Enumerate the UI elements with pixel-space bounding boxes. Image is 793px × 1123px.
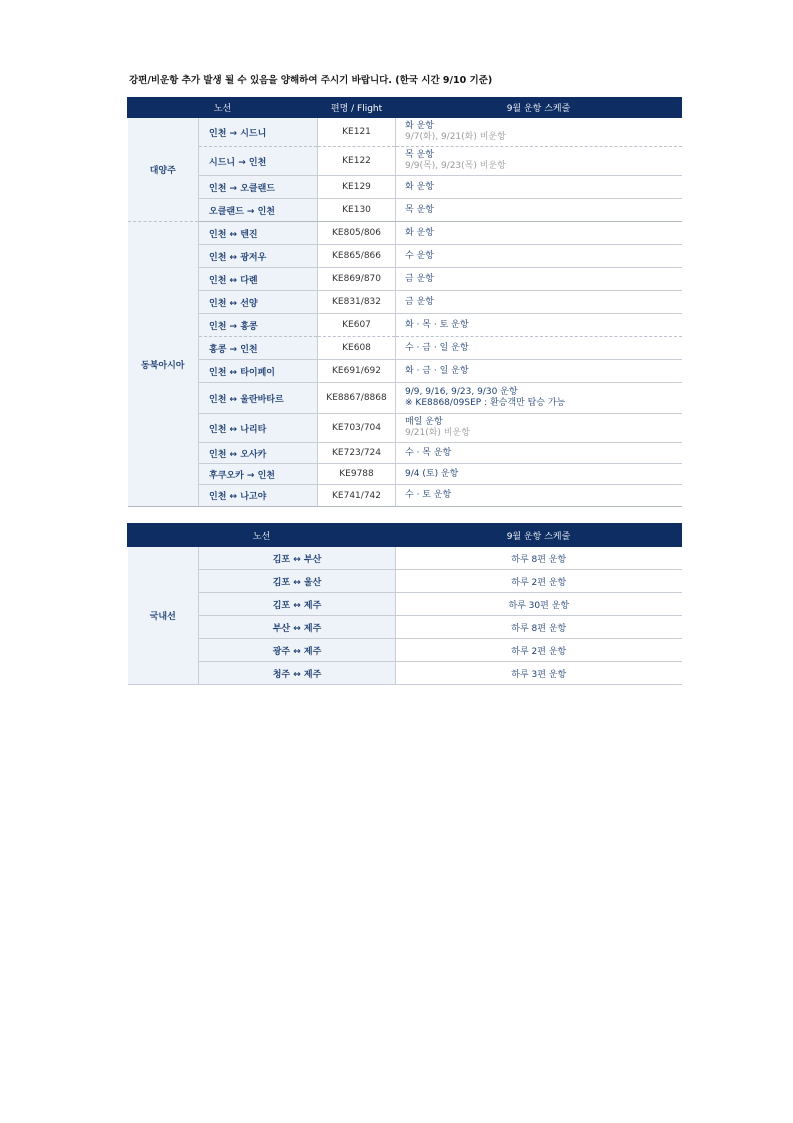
table-row bbox=[128, 176, 682, 199]
header-schedule: 9월 운항 스케줄 bbox=[396, 98, 682, 118]
route-cell: 김포 ↔ 울산 bbox=[199, 570, 396, 593]
route-cell: 인천 ↔ 광저우 bbox=[199, 245, 318, 268]
schedule-cell bbox=[396, 118, 682, 147]
table-row bbox=[128, 360, 682, 383]
schedule-note: ※ KE8868/09SEP : 환승객만 탑승 가능 bbox=[405, 398, 566, 408]
schedule-cell: 하루 8편 운항 bbox=[396, 547, 682, 570]
schedule-note: 9/7(화), 9/21(화) 비운항 bbox=[405, 132, 506, 142]
flight-cell: KE869/870 bbox=[318, 268, 396, 291]
flight-cell: KE805/806 bbox=[318, 222, 396, 245]
route-cell: 김포 ↔ 부산 bbox=[199, 547, 396, 570]
table-row bbox=[128, 314, 682, 337]
schedule-text: 9/9, 9/16, 9/23, 9/30 운항 bbox=[405, 387, 518, 398]
schedule-cell: 하루 30편 운항 bbox=[396, 593, 682, 616]
flight-cell: KE129 bbox=[318, 176, 396, 199]
route-cell: 인천 ↔ 타이페이 bbox=[199, 360, 318, 383]
region-northeast-asia: 동북아시아 bbox=[128, 222, 199, 507]
schedule-text: 매일 운항 bbox=[405, 417, 443, 428]
table-row bbox=[128, 639, 682, 662]
schedule-text: 목 운항 bbox=[405, 150, 434, 161]
route-cell: 인천 ↔ 오사카 bbox=[199, 443, 318, 464]
route-cell: 인천 → 홍콩 bbox=[199, 314, 318, 337]
table-row bbox=[128, 199, 682, 222]
notice-text: 강편/비운항 추가 발생 될 수 있음을 양해하여 주시기 바랍니다. (한국 시간 9/10 기준) bbox=[129, 75, 493, 86]
route-cell: 시드니 → 인천 bbox=[199, 147, 318, 176]
route-cell: 부산 ↔ 제주 bbox=[199, 616, 396, 639]
domestic-schedule-table bbox=[127, 523, 682, 685]
region-oceania: 대양주 bbox=[128, 118, 199, 222]
header-route: 노선 bbox=[128, 98, 318, 118]
schedule-cell: 화 · 금 · 일 운항 bbox=[396, 360, 682, 383]
schedule-cell: 하루 2편 운항 bbox=[396, 570, 682, 593]
flight-cell: KE831/832 bbox=[318, 291, 396, 314]
table-row bbox=[128, 245, 682, 268]
table-header-row bbox=[128, 524, 682, 547]
flight-cell: KE741/742 bbox=[318, 485, 396, 507]
route-cell: 홍콩 → 인천 bbox=[199, 337, 318, 360]
flight-cell: KE8867/8868 bbox=[318, 383, 396, 414]
route-cell: 청주 ↔ 제주 bbox=[199, 662, 396, 685]
schedule-cell bbox=[396, 414, 682, 443]
route-cell: 인천 ↔ 텐진 bbox=[199, 222, 318, 245]
header-schedule: 9월 운항 스케줄 bbox=[396, 524, 682, 547]
schedule-cell: 수 운항 bbox=[396, 245, 682, 268]
flight-cell: KE691/692 bbox=[318, 360, 396, 383]
table-row bbox=[128, 593, 682, 616]
schedule-cell: 하루 3편 운항 bbox=[396, 662, 682, 685]
route-cell: 인천 ↔ 나리타 bbox=[199, 414, 318, 443]
table-row bbox=[128, 485, 682, 507]
table-row bbox=[128, 222, 682, 245]
schedule-cell: 화 · 목 · 토 운항 bbox=[396, 314, 682, 337]
route-cell: 인천 ↔ 울란바타르 bbox=[199, 383, 318, 414]
flight-cell: KE608 bbox=[318, 337, 396, 360]
route-cell: 인천 ↔ 나고야 bbox=[199, 485, 318, 507]
schedule-cell bbox=[396, 383, 682, 414]
flight-cell: KE121 bbox=[318, 118, 396, 147]
route-cell: 인천 ↔ 선양 bbox=[199, 291, 318, 314]
table-row bbox=[128, 414, 682, 443]
table-row bbox=[128, 662, 682, 685]
table-row bbox=[128, 337, 682, 360]
schedule-text: 화 운항 bbox=[405, 121, 434, 132]
flight-cell: KE9788 bbox=[318, 464, 396, 485]
route-cell: 인천 → 시드니 bbox=[199, 118, 318, 147]
table-row bbox=[128, 464, 682, 485]
table-row bbox=[128, 268, 682, 291]
schedule-cell bbox=[396, 147, 682, 176]
route-cell: 김포 ↔ 제주 bbox=[199, 593, 396, 616]
schedule-cell: 하루 8편 운항 bbox=[396, 616, 682, 639]
table-row bbox=[128, 570, 682, 593]
table-row bbox=[128, 147, 682, 176]
schedule-cell: 수 · 금 · 일 운항 bbox=[396, 337, 682, 360]
international-schedule-table bbox=[127, 97, 682, 507]
schedule-cell: 화 운항 bbox=[396, 176, 682, 199]
flight-cell: KE607 bbox=[318, 314, 396, 337]
flight-cell: KE865/866 bbox=[318, 245, 396, 268]
route-cell: 인천 ↔ 다롄 bbox=[199, 268, 318, 291]
flight-cell: KE723/724 bbox=[318, 443, 396, 464]
table-row bbox=[128, 383, 682, 414]
schedule-cell: 화 운항 bbox=[396, 222, 682, 245]
table-row bbox=[128, 547, 682, 570]
header-flight: 편명 / Flight bbox=[318, 98, 396, 118]
table-row bbox=[128, 616, 682, 639]
table-header-row bbox=[128, 98, 682, 118]
schedule-cell: 하루 2편 운항 bbox=[396, 639, 682, 662]
flight-cell: KE122 bbox=[318, 147, 396, 176]
schedule-note: 9/21(화) 비운항 bbox=[405, 428, 470, 438]
route-cell: 오클랜드 → 인천 bbox=[199, 199, 318, 222]
table-row bbox=[128, 118, 682, 147]
header-route: 노선 bbox=[128, 524, 396, 547]
route-cell: 후쿠오카 → 인천 bbox=[199, 464, 318, 485]
schedule-cell: 수 · 목 운항 bbox=[396, 443, 682, 464]
schedule-note: 9/9(목), 9/23(목) 비운항 bbox=[405, 161, 506, 171]
table-row bbox=[128, 291, 682, 314]
region-domestic: 국내선 bbox=[128, 547, 199, 685]
schedule-cell: 수 · 토 운항 bbox=[396, 485, 682, 507]
schedule-cell: 목 운항 bbox=[396, 199, 682, 222]
schedule-cell: 금 운항 bbox=[396, 268, 682, 291]
route-cell: 광주 ↔ 제주 bbox=[199, 639, 396, 662]
table-row bbox=[128, 443, 682, 464]
schedule-cell: 금 운항 bbox=[396, 291, 682, 314]
schedule-cell: 9/4 (토) 운항 bbox=[396, 464, 682, 485]
flight-cell: KE703/704 bbox=[318, 414, 396, 443]
route-cell: 인천 → 오클랜드 bbox=[199, 176, 318, 199]
flight-cell: KE130 bbox=[318, 199, 396, 222]
